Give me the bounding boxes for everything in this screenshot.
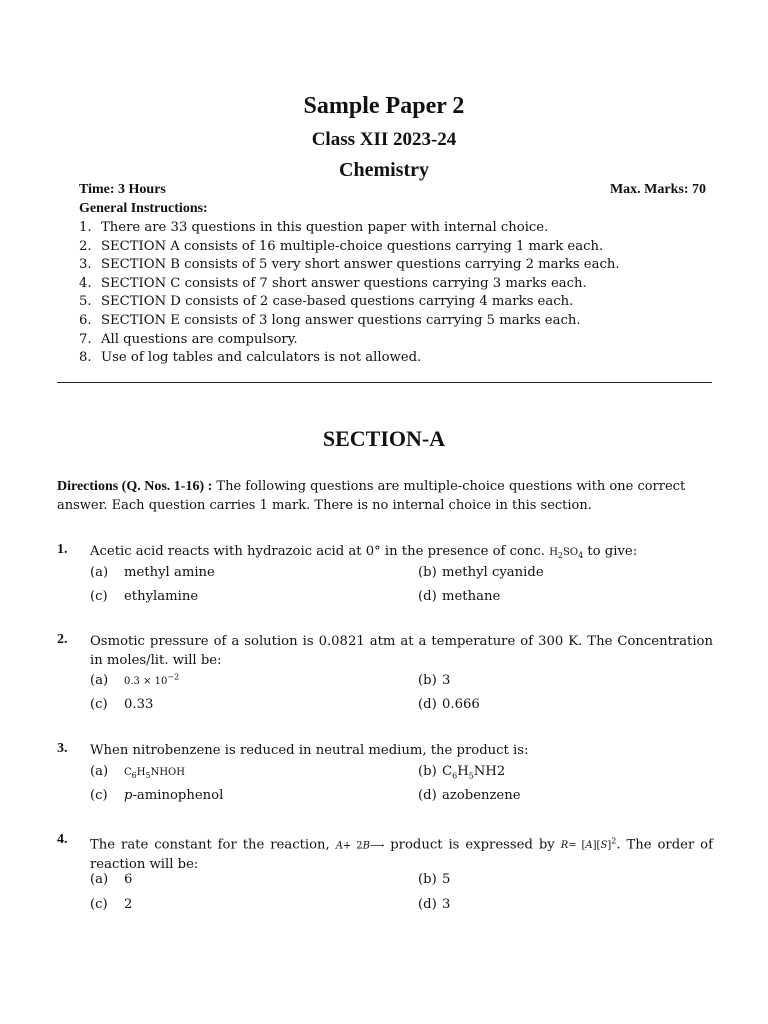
- instructions-list: [79, 219, 620, 368]
- option-label: (a): [90, 673, 109, 689]
- option-text-part: 0.3 × 10: [124, 676, 168, 688]
- formula: [549, 547, 583, 558]
- option-text: methyl amine: [124, 565, 215, 580]
- equation-symbol: B: [362, 840, 370, 852]
- option-label: (b): [418, 872, 437, 887]
- option-c: [90, 897, 132, 912]
- option-b: [418, 764, 505, 781]
- option-text: 0.33: [124, 697, 154, 712]
- formula-subscript: 6: [452, 771, 458, 781]
- directions-label: Directions (Q. Nos. 1-16) :: [57, 479, 213, 494]
- time-allowed: Time: 3 Hours: [79, 182, 166, 197]
- reaction-equation: [336, 840, 385, 851]
- section-divider: [57, 382, 712, 383]
- option-text: 6: [124, 872, 133, 887]
- option-d: [418, 589, 500, 604]
- option-text: 3: [442, 897, 451, 912]
- option-a: [90, 673, 179, 688]
- directions-text: The following questions are multiple-choice questions with one correct answer. Each question carries 1 mark. There is no internal choice in this section.: [57, 479, 686, 513]
- option-text: 2: [124, 897, 133, 912]
- option-label: (c): [90, 589, 108, 604]
- question-text: [90, 542, 713, 565]
- formula-subscript: 5: [468, 771, 474, 781]
- option-label: (a): [90, 565, 109, 580]
- general-instructions-label: General Instructions:: [79, 201, 208, 216]
- option-d: [418, 788, 521, 803]
- instruction-text: SECTION C consists of 7 short answer questions carrying 3 marks each.: [101, 275, 587, 291]
- equation-superscript: 2: [611, 837, 617, 846]
- formula-subscript: 2: [557, 551, 564, 560]
- rate-expression: [560, 837, 617, 852]
- option-text: -aminophenol: [132, 788, 224, 803]
- equation-symbol: A: [335, 840, 343, 852]
- option-label: (b): [418, 764, 437, 779]
- formula-part: NH2: [473, 764, 506, 779]
- instruction-text: SECTION D consists of 2 case-based questions carrying 4 marks each.: [101, 294, 574, 310]
- option-label: (d): [418, 788, 437, 803]
- instruction-item: [79, 275, 620, 294]
- option-formula: [124, 767, 185, 778]
- option-italic-prefix: p: [124, 788, 133, 803]
- option-text: methyl cyanide: [442, 565, 544, 580]
- question-text-part: The rate constant for the reaction,: [90, 837, 330, 853]
- formula-part: C: [124, 767, 132, 778]
- option-text: [124, 673, 180, 688]
- instruction-number: 6.: [79, 312, 92, 328]
- instruction-text: SECTION B consists of 5 very short answer questions carrying 2 marks each.: [101, 257, 620, 273]
- option-label: (d): [418, 589, 437, 604]
- option-a: [90, 872, 132, 887]
- equation-symbol: A: [585, 840, 593, 852]
- equation-part: = [: [568, 840, 586, 852]
- equation-part: + 2: [342, 840, 363, 852]
- question-number: 1.: [57, 542, 68, 557]
- instruction-item: [79, 349, 620, 368]
- formula-part: C: [442, 764, 453, 779]
- option-label: (a): [90, 872, 109, 887]
- instruction-number: 5.: [79, 294, 92, 310]
- formula-subscript: 6: [131, 771, 137, 780]
- option-c: [90, 697, 153, 712]
- subject-title: Chemistry: [339, 159, 429, 181]
- option-superscript: −2: [167, 673, 180, 682]
- formula-part: H: [136, 767, 146, 778]
- instruction-number: 8.: [79, 350, 92, 366]
- question-number: 3.: [57, 741, 68, 756]
- question-text-part: to give:: [587, 544, 638, 559]
- instruction-number: 4.: [79, 275, 92, 291]
- option-b: [418, 872, 450, 887]
- question-text: Osmotic pressure of a solution is 0.0821 atm at a temperature of 300 K. The Concentration in moles/lit. will be:: [90, 634, 713, 668]
- equation-symbol: R: [560, 840, 569, 852]
- option-label: (b): [418, 673, 437, 688]
- option-b: [418, 673, 450, 688]
- formula-part: NHOH: [150, 767, 185, 778]
- option-text: ethylamine: [124, 589, 199, 604]
- instruction-text: Use of log tables and calculators is not allowed.: [101, 350, 422, 366]
- option-text: 5: [442, 872, 451, 887]
- option-label: (d): [418, 897, 437, 912]
- instruction-item: [79, 312, 620, 331]
- instruction-item: [79, 293, 620, 312]
- option-text: methane: [442, 589, 501, 604]
- option-text: 3: [442, 673, 451, 688]
- question-number: 2.: [57, 632, 68, 647]
- instruction-item: [79, 219, 620, 238]
- question-text-part: . The order of reaction will be:: [90, 837, 713, 873]
- option-label: (a): [90, 764, 109, 779]
- formula-part: H: [549, 547, 558, 558]
- question-text-part: Acetic acid reacts with hydrazoic acid at 0° in the presence of conc.: [90, 544, 545, 559]
- option-label: (c): [90, 788, 108, 803]
- formula-part: SO: [563, 547, 579, 558]
- option-label: (b): [418, 565, 437, 580]
- option-d: [418, 897, 450, 912]
- instruction-text: All questions are compulsory.: [101, 331, 298, 347]
- option-a: [90, 764, 185, 780]
- question-text: When nitrobenzene is reduced in neutral medium, the product is:: [90, 743, 529, 758]
- section-directions: [57, 477, 713, 515]
- option-a: [90, 565, 215, 580]
- option-b: [418, 565, 544, 580]
- instruction-number: 1.: [79, 220, 92, 235]
- equation-symbol: S: [600, 840, 608, 852]
- option-formula: [442, 764, 505, 779]
- option-d: [418, 697, 480, 712]
- instruction-item: [79, 331, 620, 350]
- question-number: 4.: [57, 832, 68, 847]
- question-text-part: product is expressed by: [390, 837, 555, 853]
- instruction-number: 3.: [79, 257, 92, 273]
- option-text: 0.666: [442, 697, 480, 712]
- instruction-text: There are 33 questions in this question paper with internal choice.: [101, 220, 549, 235]
- class-year: Class XII 2023-24: [311, 129, 457, 150]
- option-label: (c): [90, 897, 108, 912]
- equation-part: ]: [607, 840, 612, 852]
- question-text: [90, 832, 713, 874]
- section-title: SECTION-A: [322, 426, 446, 451]
- max-marks: Max. Marks: 70: [609, 182, 706, 197]
- instruction-item: [79, 238, 620, 257]
- paper-title: Sample Paper 2: [303, 93, 465, 119]
- instruction-text: SECTION A consists of 16 multiple-choice questions carrying 1 mark each.: [101, 238, 604, 254]
- arrow-glyph: ⟶: [369, 840, 385, 852]
- instruction-item: [79, 256, 620, 275]
- option-label: (c): [90, 697, 108, 712]
- instruction-number: 2.: [79, 238, 92, 254]
- formula-subscript: 4: [578, 551, 584, 560]
- formula-part: H: [457, 764, 469, 779]
- option-label: (d): [418, 697, 437, 712]
- option-c: [90, 589, 198, 604]
- option-c: [90, 788, 223, 803]
- formula-subscript: 5: [145, 771, 151, 780]
- instruction-text: SECTION E consists of 3 long answer questions carrying 5 marks each.: [101, 312, 581, 328]
- option-text: azobenzene: [442, 788, 521, 803]
- instruction-number: 7.: [79, 331, 92, 347]
- equation-part: ][: [592, 840, 601, 852]
